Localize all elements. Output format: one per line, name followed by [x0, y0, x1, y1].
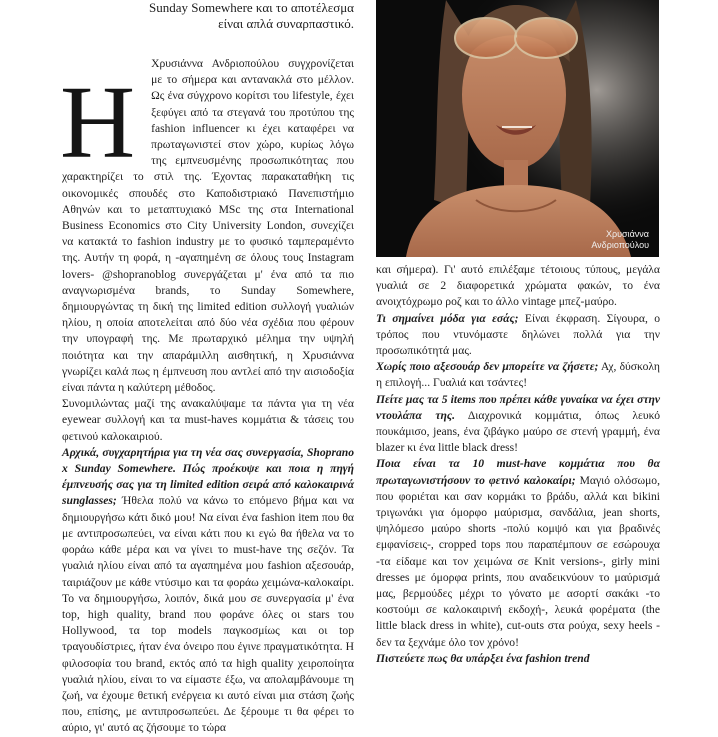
caption-line-1: Χρυσιάννα [605, 229, 649, 239]
article-column-right [376, 262, 660, 667]
drop-cap: Η [60, 65, 136, 180]
qa-2 [376, 311, 660, 360]
portrait-photo [376, 0, 659, 257]
continued-paragraph: και σήμερα). Γι' αυτό επιλέξαμε τέτοιους τύπους, μεγάλα γυαλιά σε 2 διαφορετικά χρώματα φακών, το ένα ανοιχτόχρωμο ροζ και το άλλο vintage μπεζ-μαύρο. [376, 263, 660, 309]
deck-line-1: Sunday Somewhere και το αποτέλεσμα [149, 0, 354, 15]
qa-1 [62, 445, 354, 737]
answer-2: Είναι έκφραση. Σίγουρα, ο τρόπος που ντυνόμαστε δηλώνει πολλά για την προσωπικότητά μας. [376, 311, 660, 358]
photo-caption [591, 229, 649, 251]
portrait-illustration [376, 0, 659, 257]
question-2: Τι σημαίνει μόδα για εσάς; [376, 311, 519, 325]
qa-4 [376, 392, 660, 457]
question-5: Ποια είναι τα 10 must-have κομμάτια που θα πρωταγωνιστήσουν το φετινό καλοκαίρι; [376, 457, 660, 487]
qa-5 [376, 456, 660, 650]
deck-line-2: είναι απλά συναρπαστικό. [218, 16, 354, 31]
summary-paragraph: Συνομιλώντας μαζί της ανακαλύψαμε τα πάντα για τη νέα eyewear συλλογή και τα must-haves κομμάτια & τάσεις του φετινού καλοκαιριού. [62, 397, 354, 443]
intro-block [62, 56, 354, 396]
qa-3 [376, 359, 660, 391]
answer-1: Ήθελα πολύ να κάνω το επόμενο βήμα και να δημιουργήσω κάτι δικό μου! Να είναι ένα fashion item που θα με αντιπροσωπεύει, να είναι κάτι που κι εγώ θα ήθελα να το φοράω κάθε μέρα και να γίνει το must-have της σεζόν. Τα γυαλιά ηλίου είναι από τα αγαπημένα μου fashion αξεσουάρ, ταιριάζουν με κάθε ντύσιμο και τα φοράω χειμώνα-καλοκαίρι. Το να δημιουργήσω, λοιπόν, δικά μου σε συνεργασία μ' ένα top, high quality, brand που φοράνε όλες οι stars του Hollywood, τα top models παγκοσμίως και οι top τραγουδίστριες, ήταν ένα όνειρο που έγινε πραγματικότητα. Η φιλοσοφία του brand, εκτός από τα high quality χειροποίητα γυαλιά ηλίου, είναι το να είμαστε έξω, να απολαμβάνουμε τη ζωή, να έχουμε θετική ενέργεια κι αυτό είναι μια στάση ζωής που, επίσης, με αντιπροσωπεύει. Δε ξέρουμε τι θα φέρει το αύριο, γι' αυτό ας ζήσουμε το τώρα [62, 494, 354, 735]
answer-5: Μαγιό ολόσωμο, που φοριέται και σαν κορμάκι το βράδυ, αλλά και bikini τριγωνάκι για όμορφο μαύρισμα, σανδάλια, jean shorts, ψηλόμεσο μαύρο shorts -πολύ κομψό και για βραδινές εμφανίσεις-, cropped tops που παραπέμπουν σε εσώρουχα -τα είδαμε και τον χειμώνα σε Knit versions-, girly mini dresses με όμορφα prints, που αναδεικνύουν το μαύρισμά μας, βερμούδες μέχρι το γόνατο με ασορτί σακάκι -το κοστούμι σε καλοκαιρινή εκδοχή-, λευκά φορέματα (the little black dress in white), cut-outs στα ρούχα, sexy heels - δεν τα ξεχνάμε όλο τον χρόνο! [376, 473, 660, 649]
question-4: Πείτε μας τα 5 items που πρέπει κάθε γυναίκα να έχει στην ντουλάπα της. [376, 392, 660, 422]
answer-3: Αχ, δύσκολη η επιλογή... Γυαλιά και τσάντες! [376, 360, 660, 390]
caption-line-2: Ανδριοπούλου [591, 240, 649, 250]
question-3: Χωρίς ποιο αξεσουάρ δεν μπορείτε να ζήσετε; [376, 360, 599, 374]
question-1: Αρχικά, συγχαρητήρια για τη νέα σας συνεργασία, Shoprano x Sunday Somewhere. Πώς προέκυψε και ποια η πηγή έμπνευσής σας για τη limited edition σειρά από καλοκαιρινά sunglasses; [62, 445, 354, 508]
answer-4: Διαχρονικά κομμάτια, όπως λευκό πουκάμισο, jeans, ένα ζιβάγκο μαύρο σε στενή γραμμή, ένα blazer κι ένα little black dress! [376, 408, 660, 455]
question-6: Πιστεύετε πως θα υπάρξει ένα fashion trend [376, 651, 590, 665]
intro-paragraph: Χρυσιάννα Ανδριοπούλου συγχρονίζεται με το σήμερα και αντανακλά στο μέλλον. Ως ένα σύγχρονο κορίτσι του lifestyle, έχει ξεφύγει από τα στεγανά του προτύπου της fashion influencer κι έχει καταφέρει να πρωταγωνιστεί στον χώρο, κυρίως λόγω της εμπνευσμένης προσωπικότητας που χαρακτηρίζει το στιλ της. Έχοντας παρακαταθήκη τις οικονομικές σπουδές στο Καποδιστριακό Πανεπιστήμιο Αθηνών και το μεταπτυχιακό MSc της στα International Business Economics στο City University London, συνεχίζει να κατακτά το fashion industry με το φυσικό ταμπεραμέντο της. Αυτήν τη φορά, η -αγαπημένη σε όλους τους Instagram lovers- @shopranoblog συνεργάζεται μ' ένα από τα πιο αναγνωρισμένα brands, το Sunday Somewhere, δημιουργώντας τη δική της limited edition συλλογή γυαλιών ηλίου, η οποία αποτελείται από δύο νέα σχέδια που φέρουν την υπογραφή της. Με πρωταρχικό μέλημα την υψηλή ποιότητα και την απαράμιλλη αισθητική, η Χρυσιάννα γνωρίζει καλά πως η έμπνευση που αντλεί από την αισιοδοξία είναι πάντα η καλύτερη μέθοδος. [62, 57, 354, 395]
article-column-left [62, 0, 354, 737]
qa-6 [376, 651, 660, 667]
